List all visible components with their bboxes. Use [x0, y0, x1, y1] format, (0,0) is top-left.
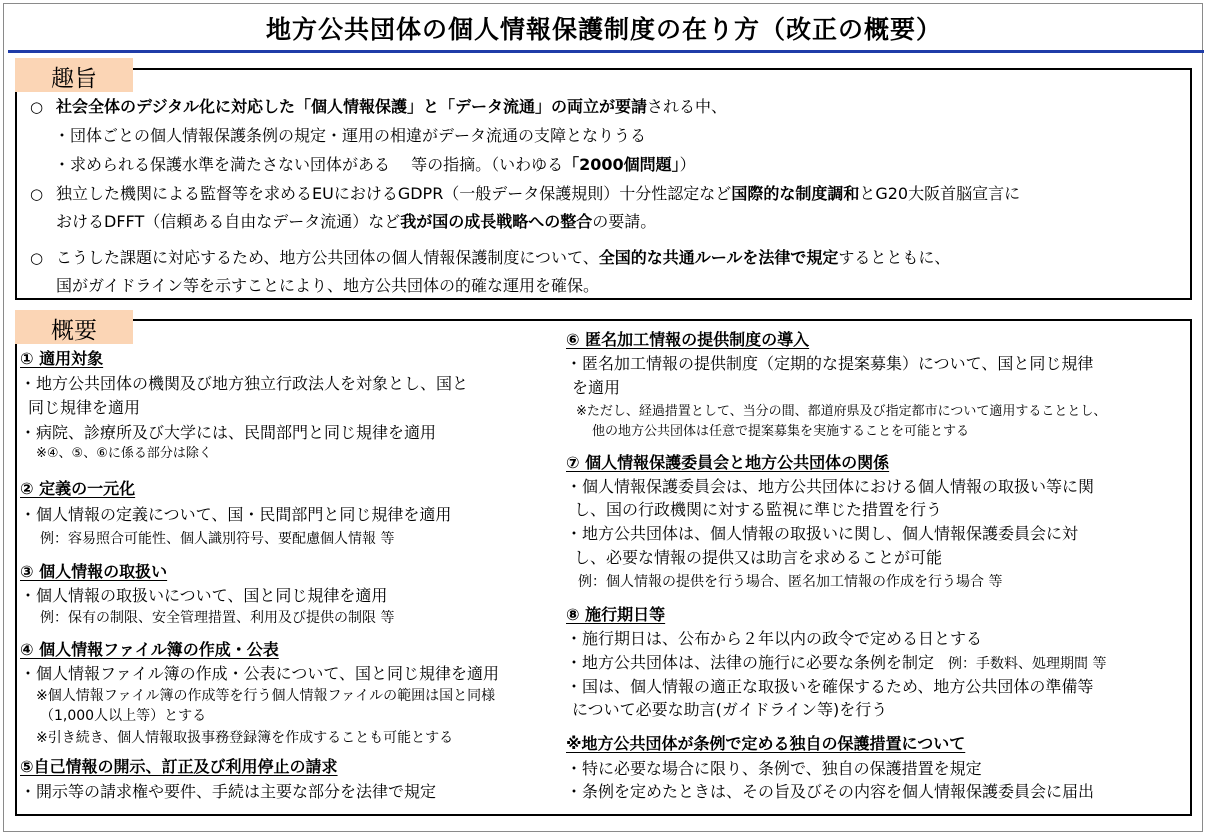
heading-9-local-measures [566, 734, 965, 754]
shushi-p2-a: 独立した機関による監督等を求めるEUにおけるGDPR（一般データ保護規則）十分性認定など [56, 184, 732, 203]
shushi-2000-problem: 「2000個問題」 [563, 155, 680, 174]
right-8b [566, 653, 1106, 674]
heading-1-text: ① 適用対象 [20, 349, 104, 368]
shushi-point-1-line-2: ・団体ごとの個人情報保護条例の規定・運用の相違がデータ流通の支障となりうる [54, 126, 647, 145]
left-3b-example: 例：保有の制限、安全管理措置、利用及び提供の制限 等 [40, 610, 395, 626]
circle-bullet-icon: ○ [30, 185, 44, 203]
left-4a: ・個人情報ファイル簿の作成・公表について、国と同じ規律を適用 [20, 664, 500, 683]
gaiyo-label: 概要 [15, 310, 133, 344]
right-7b: し、国の行政機関に対する監視に準じた措置を行う [574, 500, 943, 519]
left-3a: ・個人情報の取扱いについて、国と同じ規律を適用 [20, 586, 388, 605]
left-1d-note: ※④、⑤、⑥に係る部分は除く [36, 446, 212, 461]
shushi-p2-bold-1: 国際的な制度調和 [731, 184, 860, 203]
left-1a: ・地方公共団体の機関及び地方独立行政法人を対象とし、国と [20, 374, 469, 393]
left-2a: ・個人情報の定義について、国・民間部門と同じ規律を適用 [20, 505, 452, 524]
right-7d: し、必要な情報の提供又は助言を求めることが可能 [574, 548, 943, 567]
heading-2-definitions [20, 479, 135, 499]
left-4d-note: ※引き続き、個人情報取扱事務登録簿を作成することも可能とする [36, 730, 454, 746]
heading-1-scope [20, 349, 103, 369]
heading-3-handling [20, 562, 167, 582]
heading-7-commission [566, 453, 889, 473]
shushi-p2-bold-2: 我が国の成長戦略への整合 [400, 212, 593, 231]
right-8a: ・施行期日は、公布から２年以内の政令で定める日とする [566, 629, 983, 648]
title-divider [8, 50, 1204, 53]
right-6d-note: 他の地方公共団体は任意で提案募集を実施することを可能とする [592, 424, 970, 439]
shushi-p3-c: するとともに、 [838, 248, 951, 267]
shushi-p2-f: の要請。 [592, 212, 657, 231]
page-title: 地方公共団体の個人情報保護制度の在り方（改正の概要） [265, 15, 942, 44]
shushi-label: 趣旨 [15, 58, 133, 92]
left-5a: ・開示等の請求権や要件、手続は主要な部分を法律で規定 [20, 782, 437, 801]
shushi-p2-d: おけるDFFT（信頼ある自由なデータ流通）など [56, 212, 401, 231]
heading-8-effective-date [566, 605, 665, 625]
left-2b-example: 例：容易照合可能性、個人識別符号、要配慮個人情報 等 [40, 531, 395, 547]
right-6c-note: ※ただし、経過措置として、当分の間、都道府県及び指定都市について適用することとし、 [576, 404, 1107, 419]
heading-6-text: ⑥ 匿名加工情報の提供制度の導入 [566, 330, 810, 349]
right-9a: ・特に必要な場合に限り、条例で、独自の保護措置を規定 [566, 759, 982, 778]
left-4c-note: （1,000人以上等）とする [40, 708, 207, 724]
right-8e: について必要な助言(ガイドライン等)を行う [572, 700, 888, 719]
shushi-p1-d: ・求められる保護水準を満たさない団体がある 等の指摘。（いわゆる [54, 155, 564, 174]
heading-4-text: ④ 個人情報ファイル簿の作成・公表 [20, 640, 279, 659]
right-9b: ・条例を定めたときは、その旨及びその内容を個人情報保護委員会に届出 [566, 782, 1095, 801]
right-7a: ・個人情報保護委員会は、地方公共団体における個人情報の取扱い等に関 [566, 477, 1095, 496]
circle-bullet-icon: ○ [30, 249, 44, 267]
heading-8-text: ⑧ 施行期日等 [566, 605, 666, 624]
shushi-p1-rest: される中、 [647, 97, 728, 116]
right-8d: ・国は、個人情報の適正な取扱いを確保するため、地方公共団体の準備等 [566, 677, 1094, 696]
heading-9-text: ※地方公共団体が条例で定める独自の保護措置について [566, 734, 966, 753]
shushi-p3-bold: 全国的な共通ルールを法律で規定 [598, 248, 839, 267]
shushi-point-1-line-3 [54, 155, 696, 175]
heading-7-text: ⑦ 個人情報保護委員会と地方公共団体の関係 [566, 453, 890, 472]
shushi-p2-c: とG20大阪首脳宣言に [859, 184, 1021, 203]
heading-5-disclosure [20, 757, 338, 777]
right-7e-example: 例：個人情報の提供を行う場合、匿名加工情報の作成を行う場合 等 [578, 574, 1003, 590]
left-1c: ・病院、診療所及び大学には、民間部門と同じ規律を適用 [20, 423, 437, 442]
shushi-point-1-line-1 [30, 97, 727, 117]
shushi-p1-f: ） [679, 155, 696, 174]
right-7c: ・地方公共団体は、個人情報の取扱いに関し、個人情報保護委員会に対 [566, 524, 1079, 543]
right-6b: を適用 [572, 378, 621, 397]
left-1b: 同じ規律を適用 [28, 398, 141, 417]
shushi-point-2-line-1 [30, 184, 1020, 204]
right-8c-example: 例：手数料、処理期間 等 [948, 656, 1107, 672]
heading-4-file-register [20, 640, 279, 660]
shushi-p1-bold: 社会全体のデジタル化に対応した「個人情報保護」と「データ流通」の両立が要請 [56, 97, 648, 116]
right-8b-main: ・地方公共団体は、法律の施行に必要な条例を制定 [566, 653, 935, 672]
heading-3-text: ③ 個人情報の取扱い [20, 562, 168, 581]
shushi-point-2-line-2 [56, 212, 656, 232]
heading-5-text: ⑤自己情報の開示、訂正及び利用停止の請求 [20, 757, 338, 776]
heading-6-anonymized [566, 330, 809, 350]
left-4b-note: ※個人情報ファイル簿の作成等を行う個人情報ファイルの範囲は国と同様 [36, 688, 496, 704]
shushi-point-3-line-2: 国がガイドライン等を示すことにより、地方公共団体の的確な運用を確保。 [56, 276, 600, 295]
shushi-p3-a: こうした課題に対応するため、地方公共団体の個人情報保護制度について、 [56, 248, 599, 267]
right-6a: ・匿名加工情報の提供制度（定期的な提案募集）について、国と同じ規律 [566, 354, 1094, 373]
heading-2-text: ② 定義の一元化 [20, 479, 136, 498]
shushi-point-3-line-1 [30, 248, 950, 268]
circle-bullet-icon: ○ [30, 98, 44, 116]
